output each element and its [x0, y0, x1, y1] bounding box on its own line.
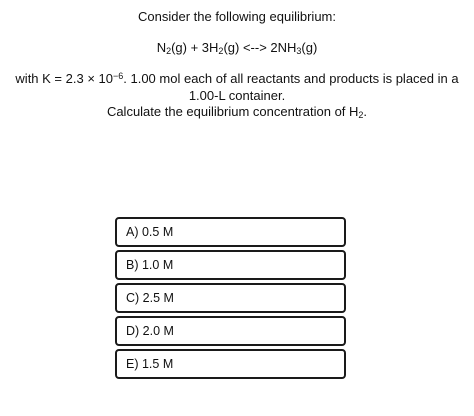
- prompt-subscript: 2: [358, 110, 364, 120]
- k-value-suffix: . 1.00 mol each of all reactants and products is placed in a: [123, 71, 459, 86]
- answer-option-a[interactable]: [115, 217, 346, 247]
- option-label: A) 0.5 M: [126, 225, 174, 239]
- k-exponent: −6: [113, 71, 124, 81]
- equation-subscript: 3: [296, 46, 302, 56]
- answer-option-d[interactable]: [115, 316, 346, 346]
- question-prompt: [0, 104, 474, 120]
- question-text-line: 1.00-L container.: [188, 88, 286, 103]
- equation-part: (g) <--> 2NH: [223, 40, 297, 55]
- k-value-prefix: with K = 2.3 × 10: [15, 71, 113, 86]
- prompt-text: .: [363, 104, 368, 119]
- equation-subscript: 2: [218, 46, 224, 56]
- option-label: B) 1.0 M: [126, 258, 174, 272]
- equation-subscript: 2: [166, 46, 172, 56]
- equilibrium-equation: [0, 40, 474, 56]
- answer-option-b[interactable]: [115, 250, 346, 280]
- option-label: D) 2.0 M: [126, 324, 174, 338]
- answer-option-c[interactable]: [115, 283, 346, 313]
- answer-options: [115, 217, 346, 382]
- equation-part: (g): [301, 40, 318, 55]
- answer-option-e[interactable]: [115, 349, 346, 379]
- option-label: C) 2.5 M: [126, 291, 174, 305]
- question-intro: Consider the following equilibrium:: [138, 9, 336, 24]
- prompt-text: Calculate the equilibrium concentration of H: [106, 104, 359, 119]
- question-text-line: [0, 71, 474, 87]
- equation-part: (g) + 3H: [171, 40, 219, 55]
- equation-part: N: [156, 40, 167, 55]
- option-label: E) 1.5 M: [126, 357, 174, 371]
